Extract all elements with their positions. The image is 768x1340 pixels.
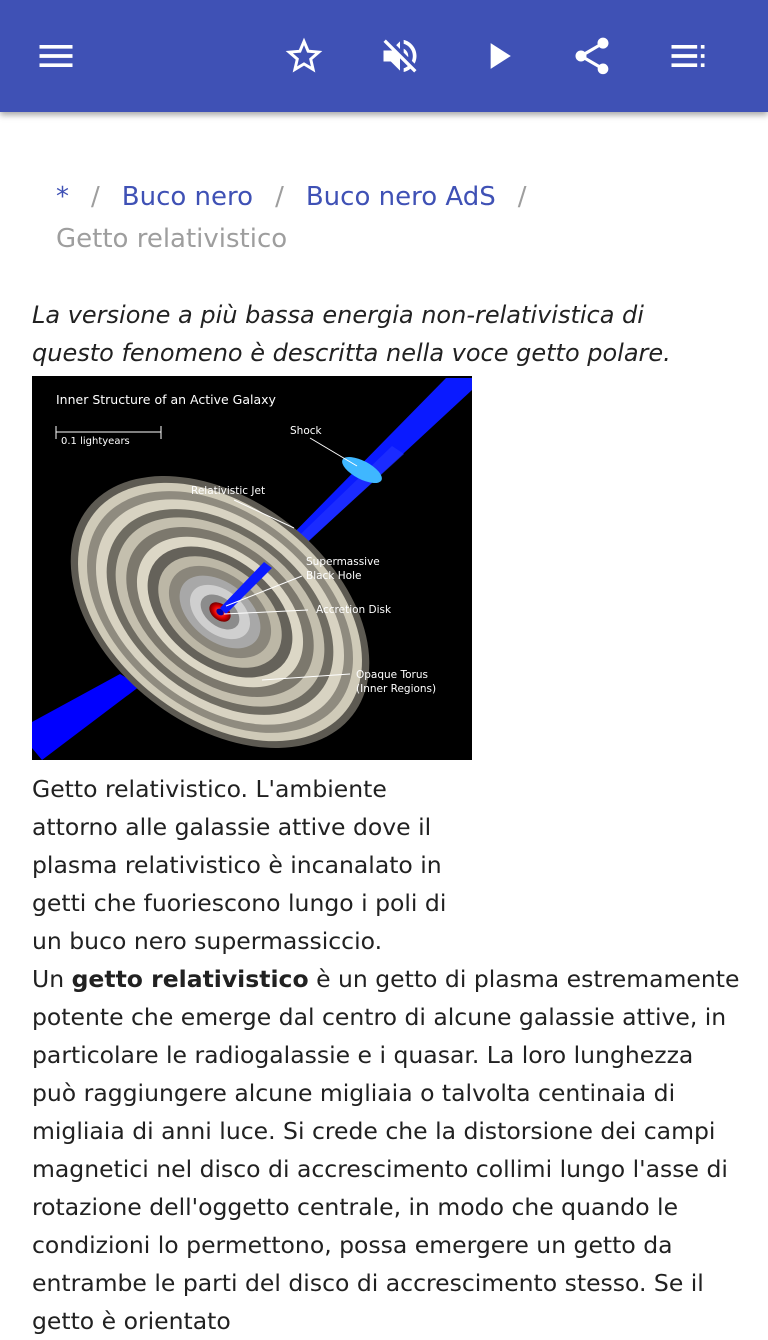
label-black-hole-line1: Supermassive [306, 556, 380, 568]
label-torus-line1: Opaque Torus [356, 669, 428, 681]
breadcrumb-home[interactable]: * [56, 182, 69, 212]
volume-off-icon [378, 34, 422, 78]
article-content [0, 112, 768, 1335]
breadcrumb-separator: / [275, 182, 284, 212]
breadcrumb-item-buco-nero[interactable]: Buco nero [121, 182, 254, 212]
breadcrumb-item-buco-nero-ads[interactable]: Buco nero AdS [305, 182, 496, 212]
menu-icon [34, 34, 78, 78]
breadcrumb-current: Getto relativistico [56, 224, 288, 254]
label-black-hole-line2: Black Hole [306, 570, 362, 582]
breadcrumb [56, 176, 746, 260]
mute-button[interactable] [372, 28, 428, 84]
label-accretion-disk: Accretion Disk [316, 604, 392, 616]
paragraph-term: getto relativistico [71, 965, 309, 993]
paragraph-lead: Un [32, 965, 72, 993]
figure-caption: Getto relativistico. L'ambiente attorno alle galassie attive dove il plasma relativistico è incanalato in getti che fuoriescono lungo i poli di un buco nero supermassiccio. [32, 775, 447, 955]
label-torus-line2: (Inner Regions) [356, 683, 437, 695]
share-icon [570, 34, 614, 78]
share-button[interactable] [564, 28, 620, 84]
breadcrumb-separator: / [517, 182, 527, 212]
breadcrumb-separator: / [91, 182, 100, 212]
figure-scale-label: 0.1 lightyears [61, 436, 130, 447]
play-icon [476, 34, 520, 78]
paragraph-body: è un getto di plasma estremamente potente che emerge dal centro di alcune galassie attive, in particolare le radiogalassie e i quasar. La loro lunghezza può raggiungere alcune migliaia o talvolta centinaia di migliaia di anni luce. Si crede che la distorsione dei campi magnetici nel disco di accrescimento collimi lungo l'asse di rotazione dell'oggetto centrale, in modo che quando le condizioni lo permettono, possa emergere un getto da entrambe le parti del disco di accrescimento stesso. Se il getto è orientato [32, 965, 740, 1335]
active-galaxy-diagram [32, 376, 472, 760]
star-icon [282, 34, 326, 78]
sections-button[interactable] [660, 28, 716, 84]
play-button[interactable] [470, 28, 526, 84]
label-relativistic-jet: Relativistic Jet [191, 485, 266, 497]
article-paragraph [32, 960, 742, 1340]
label-shock: Shock [290, 425, 322, 437]
app-toolbar [0, 0, 768, 112]
article-figure[interactable] [32, 376, 472, 760]
playlist-icon [666, 34, 710, 78]
bookmark-button[interactable] [276, 28, 332, 84]
hatnote: La versione a più bassa energia non-relativistica di questo fenomeno è descritta nella voce getto polare. [32, 301, 671, 367]
menu-button[interactable] [28, 28, 84, 84]
figure-title: Inner Structure of an Active Galaxy [56, 392, 276, 407]
